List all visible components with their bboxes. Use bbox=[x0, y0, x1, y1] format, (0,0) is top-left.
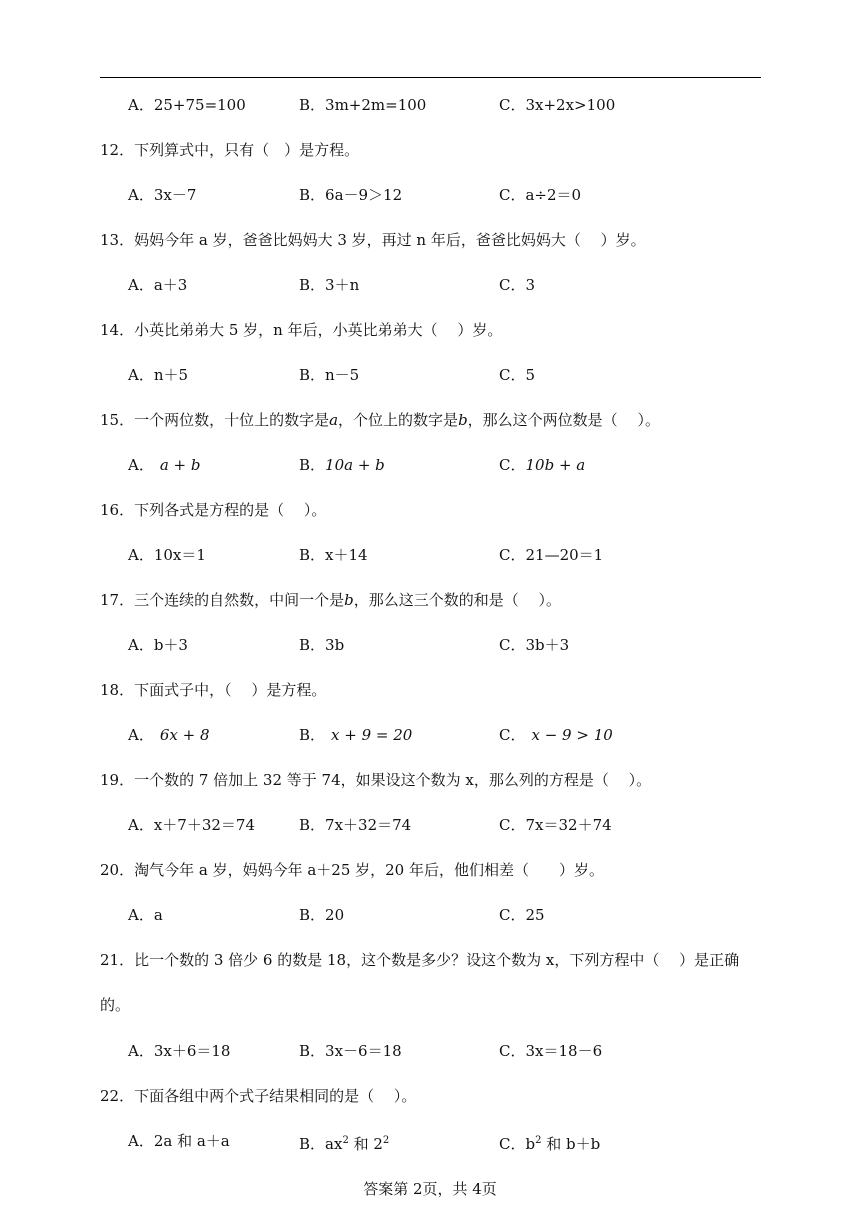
header-rule bbox=[100, 77, 761, 78]
q20-option-c: C．25 bbox=[499, 906, 545, 924]
q12-option-c: C．a÷2＝0 bbox=[499, 186, 582, 204]
q22-option-b-pre: B．ax bbox=[299, 1135, 343, 1153]
q13-stem: 13．妈妈今年 a 岁，爸爸比妈妈大 3 岁，再过 n 年后，爸爸比妈妈大（ ）岁。 bbox=[100, 231, 646, 249]
q20-stem: 20．淘气今年 a 岁，妈妈今年 a＋25 岁，20 年后，他们相差（ ）岁。 bbox=[100, 861, 604, 879]
q15-option-c-label: C． bbox=[499, 456, 526, 474]
q12-option-a: A．3x－7 bbox=[128, 186, 197, 204]
q15-option-b-label: B． bbox=[299, 456, 326, 474]
q22-option-c bbox=[499, 1131, 600, 1154]
q21-stem-line2: 的。 bbox=[100, 996, 131, 1014]
q14-stem: 14．小英比弟弟大 5 岁，n 年后，小英比弟弟大（ ）岁。 bbox=[100, 321, 503, 339]
q15-option-a-expr: a + b bbox=[159, 456, 201, 474]
q21-option-a: A．3x＋6＝18 bbox=[128, 1042, 231, 1060]
q15-option-a-label: A． bbox=[128, 456, 154, 474]
q22-option-b-sup2: 2 bbox=[382, 1135, 390, 1146]
q15-stem-post: ，那么这个两位数是（ ）。 bbox=[467, 411, 660, 429]
q15-stem bbox=[100, 410, 660, 430]
q16-option-a: A．10x＝1 bbox=[128, 546, 206, 564]
q15-stem-mid: ，个位上的数字是 bbox=[338, 411, 459, 429]
q16-option-c: C．21—20＝1 bbox=[499, 546, 604, 564]
q18-option-a bbox=[128, 725, 210, 745]
q21-option-c: C．3x＝18－6 bbox=[499, 1042, 603, 1060]
q20-option-a: A．a bbox=[128, 906, 163, 924]
q17-var-b: b bbox=[344, 591, 354, 609]
q21-stem-line1: 21．比一个数的 3 倍少 6 的数是 18，这个数是多少？设这个数为 x，下列方程中（ ）是正确 bbox=[100, 951, 740, 969]
q11-option-c: C．3x+2x>100 bbox=[499, 96, 616, 114]
q15-stem-pre: 15．一个两位数，十位上的数字是 bbox=[100, 411, 330, 429]
q12-stem: 12．下列算式中，只有（ ）是方程。 bbox=[100, 141, 360, 159]
q20-option-b: B．20 bbox=[299, 906, 345, 924]
q17-option-a: A．b＋3 bbox=[128, 636, 188, 654]
q14-option-a: A．n＋5 bbox=[128, 366, 189, 384]
q11-option-b: B．3m+2m=100 bbox=[299, 96, 427, 114]
q22-option-b bbox=[299, 1131, 389, 1154]
q22-option-c-sup: 2 bbox=[535, 1135, 542, 1146]
q18-option-a-expr: 6x + 8 bbox=[159, 726, 210, 744]
q22-option-c-post: 和 b＋b bbox=[541, 1135, 601, 1153]
q17-option-c: C．3b＋3 bbox=[499, 636, 570, 654]
q18-option-a-label: A． bbox=[128, 726, 154, 744]
q18-option-b-expr: x + 9 = 20 bbox=[331, 726, 413, 744]
q15-option-b-expr: 10a + b bbox=[325, 456, 385, 474]
q18-option-b bbox=[299, 725, 412, 745]
q19-stem: 19．一个数的 7 倍加上 32 等于 74，如果设这个数为 x，那么列的方程是（ ）。 bbox=[100, 771, 652, 789]
q17-stem-post: ，那么这三个数的和是（ ）。 bbox=[353, 591, 561, 609]
q18-stem: 18．下面式子中，（ ）是方程。 bbox=[100, 681, 327, 699]
q13-option-c: C．3 bbox=[499, 276, 536, 294]
q18-option-c bbox=[499, 725, 613, 745]
q22-option-c-pre: C．b bbox=[499, 1135, 536, 1153]
q14-option-c: C．5 bbox=[499, 366, 536, 384]
q18-option-c-label: C． bbox=[499, 726, 526, 744]
q16-stem: 16．下列各式是方程的是（ ）。 bbox=[100, 501, 327, 519]
q18-option-b-label: B． bbox=[299, 726, 326, 744]
q12-option-b: B．6a－9＞12 bbox=[299, 186, 403, 204]
q17-stem-pre: 17．三个连续的自然数，中间一个是 bbox=[100, 591, 345, 609]
q14-option-b: B．n－5 bbox=[299, 366, 360, 384]
q13-option-b: B．3＋n bbox=[299, 276, 360, 294]
q15-option-b bbox=[299, 455, 385, 475]
q15-var-a: a bbox=[329, 411, 339, 429]
q22-option-b-sup1: 2 bbox=[342, 1135, 349, 1146]
q19-option-a: A．x＋7＋32＝74 bbox=[128, 816, 256, 834]
q16-option-b: B．x＋14 bbox=[299, 546, 368, 564]
q19-option-b: B．7x＋32＝74 bbox=[299, 816, 412, 834]
q22-option-b-mid: 和 2 bbox=[348, 1135, 383, 1153]
q15-var-b: b bbox=[458, 411, 468, 429]
q15-option-c-expr: 10b + a bbox=[525, 456, 586, 474]
q17-option-b: B．3b bbox=[299, 636, 345, 654]
q17-stem bbox=[100, 590, 561, 610]
q15-option-a bbox=[128, 455, 201, 475]
q22-stem: 22．下面各组中两个式子结果相同的是（ ）。 bbox=[100, 1087, 417, 1105]
page-footer: 答案第 2页，共 4页 bbox=[363, 1180, 497, 1198]
q18-option-c-expr: x − 9 > 10 bbox=[531, 726, 613, 744]
q21-option-b: B．3x－6＝18 bbox=[299, 1042, 402, 1060]
q11-option-a: A．25+75=100 bbox=[128, 96, 246, 114]
q15-option-c bbox=[499, 455, 585, 475]
q22-option-a: A．2a 和 a＋a bbox=[128, 1132, 230, 1150]
q19-option-c: C．7x＝32＋74 bbox=[499, 816, 612, 834]
q13-option-a: A．a＋3 bbox=[128, 276, 188, 294]
